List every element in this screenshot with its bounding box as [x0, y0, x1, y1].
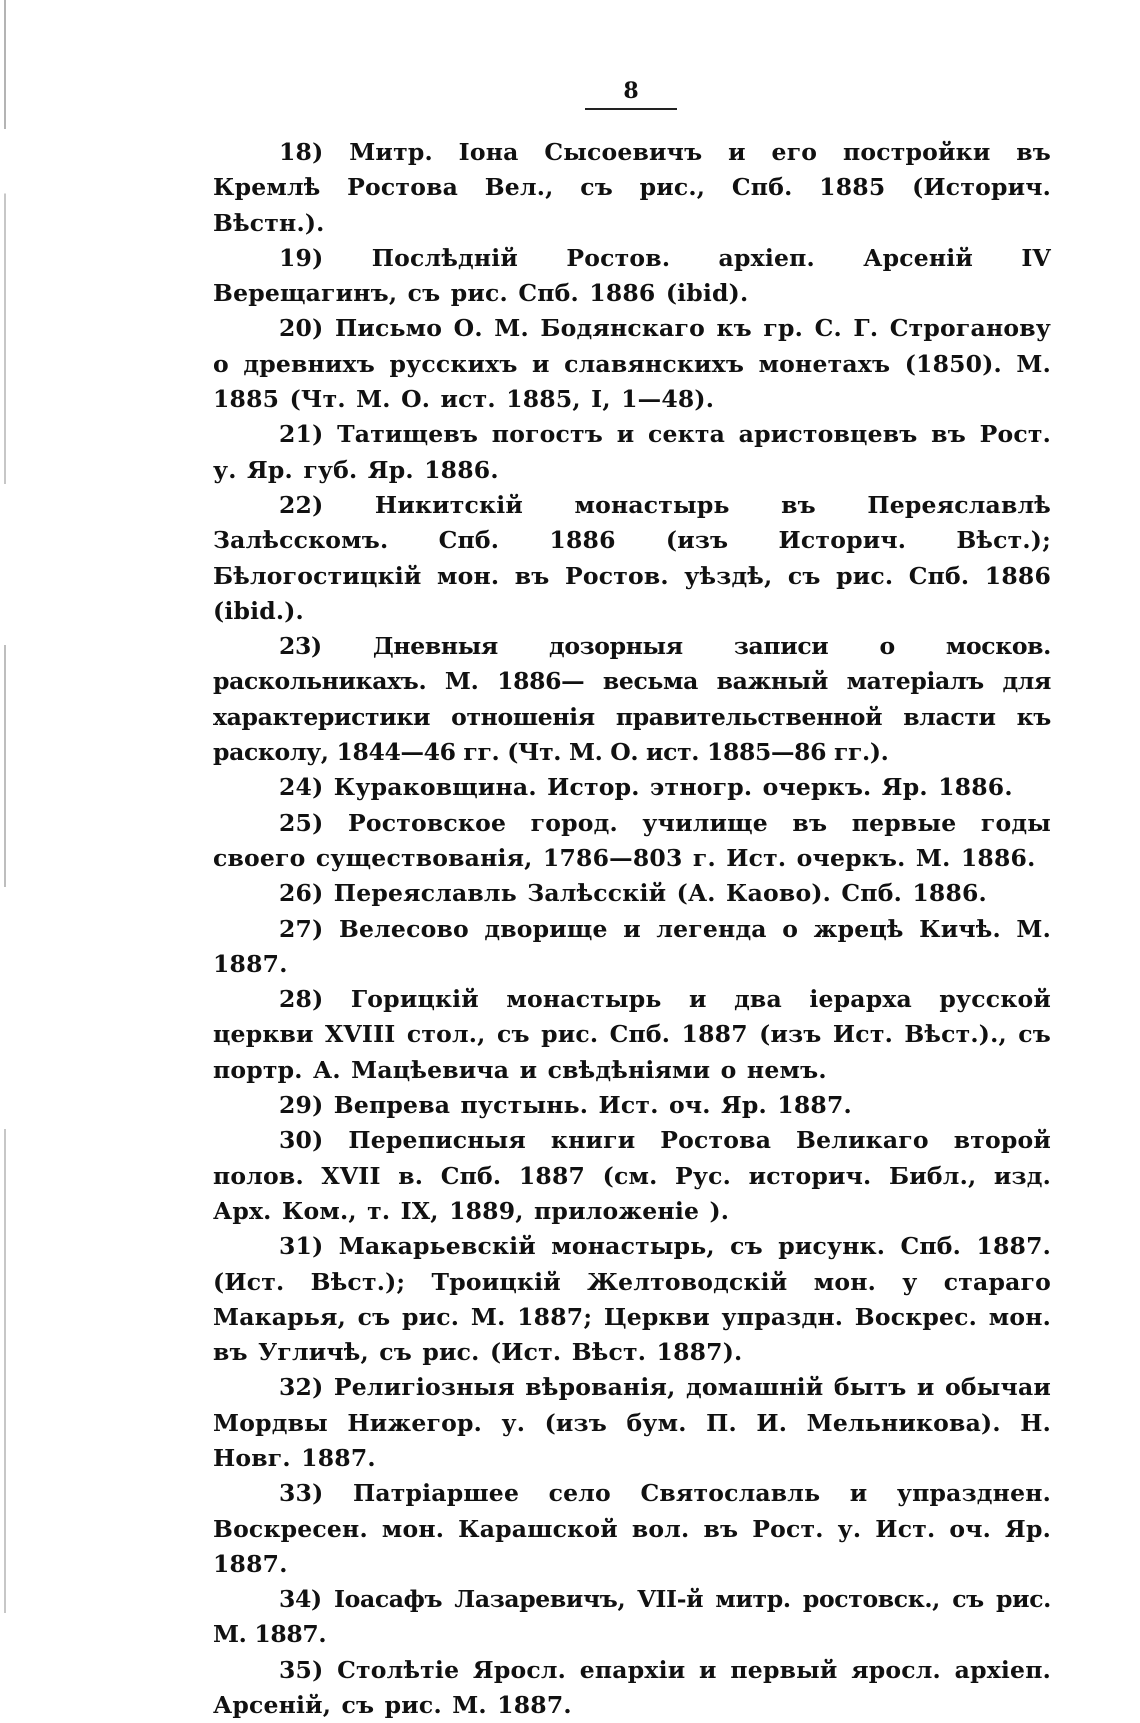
entry-24: 24) Кураковщина. Истор. этногр. очеркъ. Яр. 1886. — [279, 773, 1013, 802]
entry-20: 20) Письмо О. М. Бодянскаго къ гр. С. Г. Строганову о древнихъ русскихъ и славянскихъ монетахъ (1850). М. 1885 (Чт. М. О. ист. 1885, I, 1—48). — [213, 314, 1051, 414]
entry-35: 35) Столѣтіе Яросл. епархіи и первый яросл. архіеп. Арсеній, съ рис. М. 1887. — [213, 1655, 1051, 1720]
entry-29: 29) Вепрева пустынь. Ист. оч. Яр. 1887. — [279, 1091, 852, 1120]
entry-32: 32) Религіозныя вѣрованія, домашній бытъ и обычаи Мордвы Нижегор. у. (изъ бум. П. И. Мельникова). Н. Новг. 1887. — [213, 1373, 1051, 1472]
entry-33: 33) Патріаршее село Святославль и упразднен. Воскресен. мон. Карашской вол. въ Рост. у. Ист. оч. Яр. 1887. — [213, 1479, 1051, 1578]
entry-26: 26) Переяславль Залѣсскій (А. Каово). Спб. 1886. — [279, 879, 987, 908]
entry-22: 22) Никитскій монастырь въ Переяславлѣ Залѣсскомъ. Спб. 1886 (изъ Историч. Вѣст.); Бѣлогостицкій мон. въ Ростов. уѣздѣ, съ рис. Спб. 1886 (ibid.). — [213, 490, 1051, 625]
entry-28: 28) Горицкій монастырь и два іерарха русской церкви XVIII стол., съ рис. Спб. 1887 (изъ Ист. Вѣст.)., съ портр. А. Мацѣевича и свѣдѣніями о немъ. — [213, 985, 1051, 1084]
scan-edge — [4, 0, 6, 1613]
bibliography-list — [213, 135, 1051, 1723]
entry-23: 23) Дневныя дозорныя записи о москов. раскольникахъ. М. 1886— весьма важный матеріалъ для характеристики отношенія правительственной власти къ расколу, 1844—46 гг. (Чт. М. О. ист. 1885—86 гг.). — [213, 632, 1051, 767]
entry-19: 19) Послѣдній Ростов. архіеп. Арсеній IV Верещагинъ, съ рис. Спб. 1886 (ibid). — [213, 243, 1051, 308]
entry-18: 18) Митр. Іона Сысоевичъ и его постройки въ Кремлѣ Ростова Вел., съ рис., Спб. 1885 (Историч. Вѣстн.). — [213, 138, 1051, 237]
entry-27: 27) Велесово дворище и легенда о жрецѣ Кичѣ. М. 1887. — [213, 914, 1051, 978]
entry-30: 30) Переписныя книги Ростова Великаго второй полов. XVII в. Спб. 1887 (см. Рус. историч. Библ., изд. Арх. Ком., т. IX, 1889, приложеніе ). — [213, 1126, 1051, 1225]
page-number: 8 — [585, 78, 677, 110]
entry-31: 31) Макарьевскій монастырь, съ рисунк. Спб. 1887. (Ист. Вѣст.); Троицкій Желтоводскій мон. у стараго Макарья, съ рис. М. 1887; Церкви упраздн. Воскрес. мон. въ Угличѣ, съ рис. (Ист. Вѣст. 1887). — [213, 1232, 1051, 1367]
entry-21: 21) Татищевъ погостъ и секта аристовцевъ въ Рост. у. Яр. губ. Яр. 1886. — [213, 420, 1051, 484]
entry-25: 25) Ростовское город. училище въ первые годы своего существованія, 1786—803 г. Ист. очеркъ. М. 1886. — [213, 808, 1051, 872]
entry-34: 34) Іоасафъ Лазаревичъ, VII-й митр. ростовск., съ рис. М. 1887. — [213, 1585, 1051, 1649]
